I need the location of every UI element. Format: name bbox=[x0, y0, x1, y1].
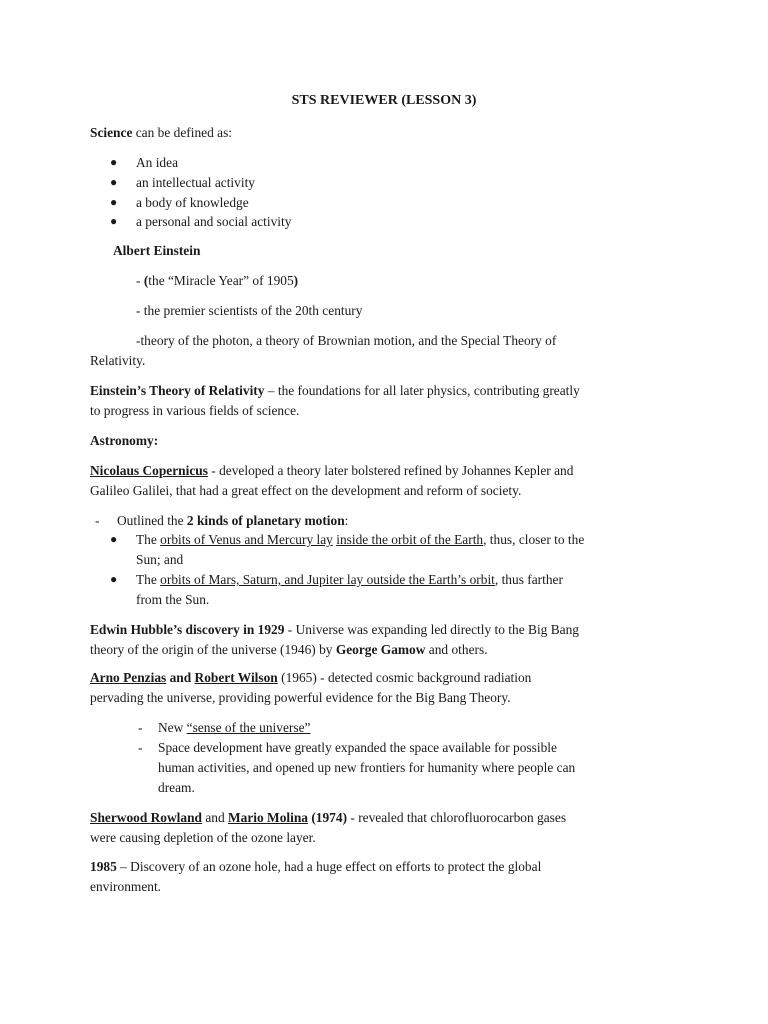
ozone-line2: environment. bbox=[90, 879, 162, 894]
molina-name: Mario Molina bbox=[228, 810, 308, 825]
astronomy-heading: Astronomy: bbox=[90, 433, 159, 448]
relativity-line1 bbox=[90, 381, 580, 401]
einstein-theory-line2: Relativity. bbox=[90, 353, 146, 368]
paren-close: ) bbox=[293, 273, 299, 288]
einstein-heading: Albert Einstein bbox=[113, 243, 201, 258]
dash-mark: - bbox=[95, 513, 100, 528]
rowland-text: - revealed that chlorofluorocarbon gases bbox=[347, 810, 567, 825]
science-definition bbox=[90, 123, 232, 143]
planetary-pre: Outlined the bbox=[117, 513, 187, 528]
hubble-line1 bbox=[90, 620, 579, 640]
dash-text: - bbox=[136, 273, 144, 288]
hubble-line2 bbox=[90, 640, 488, 660]
sense-pre: New bbox=[158, 720, 187, 735]
list-item: ● The orbits of Venus and Mercury lay inside the orbit of the Earth, thus, closer to the bbox=[0, 530, 584, 550]
ozone-text: – Discovery of an ozone hole, had a huge effect on efforts to protect the global bbox=[116, 859, 542, 874]
einstein-theory-line1: -theory of the photon, a theory of Brownian motion, and the Special Theory of bbox=[136, 333, 557, 348]
sense-item1 bbox=[158, 718, 310, 738]
relativity-line2: to progress in various fields of science. bbox=[90, 403, 300, 418]
penzias-text: (1965) - detected cosmic background radiation bbox=[277, 670, 532, 685]
miracle-year-text: the “Miracle Year” of 1905 bbox=[148, 273, 294, 288]
science-list bbox=[0, 153, 291, 232]
penzias-name: Arno Penzias bbox=[90, 670, 167, 685]
planetary-item1-line2: Sun; and bbox=[136, 552, 184, 567]
sense-item2-line3: dream. bbox=[158, 780, 195, 795]
sense-item2-line2: human activities, and opened up new frontiers for humanity where people can bbox=[158, 760, 576, 775]
copernicus-text: - developed a theory later bolstered refined by Johannes Kepler and bbox=[207, 463, 574, 478]
list-item: ● an intellectual activity bbox=[0, 173, 291, 193]
dash-mark: - bbox=[138, 740, 143, 755]
planetary-item2-line2: from the Sun. bbox=[136, 592, 210, 607]
sense-item2-line1: Space development have greatly expanded the space available for possible bbox=[158, 740, 557, 755]
science-term: Science bbox=[90, 125, 133, 140]
einstein-premier: - the premier scientists of the 20th century bbox=[136, 303, 363, 318]
list-item: ● The orbits of Mars, Saturn, and Jupiter lay outside the Earth’s orbit, thus farther bbox=[0, 570, 563, 590]
and-text: and bbox=[166, 670, 195, 685]
rowland-line2: were causing depletion of the ozone layer. bbox=[90, 830, 316, 845]
einstein-miracle-year bbox=[136, 271, 298, 291]
ozone-year: 1985 bbox=[90, 859, 117, 874]
relativity-term: Einstein’s Theory of Relativity bbox=[90, 383, 265, 398]
rowland-year: (1974) bbox=[307, 810, 348, 825]
planetary-list bbox=[0, 530, 584, 550]
and-text: and bbox=[201, 810, 229, 825]
rowland-line1 bbox=[90, 808, 566, 828]
wilson-name: Robert Wilson bbox=[194, 670, 278, 685]
ozone-line1 bbox=[90, 857, 541, 877]
page-title: STS REVIEWER (LESSON 3) bbox=[291, 93, 477, 108]
science-definition-text: can be defined as: bbox=[132, 125, 233, 140]
list-item: ● An idea bbox=[0, 153, 291, 173]
sense-underlined: “sense of the universe” bbox=[186, 720, 311, 735]
hubble-bold: Edwin Hubble’s discovery in 1929 bbox=[90, 622, 285, 637]
planetary-list-2 bbox=[0, 570, 563, 590]
list-item: ● a personal and social activity bbox=[0, 212, 291, 232]
planetary-post: : bbox=[344, 513, 349, 528]
penzias-line1 bbox=[90, 668, 531, 688]
planetary-bold: 2 kinds of planetary motion bbox=[186, 513, 345, 528]
copernicus-line1 bbox=[90, 461, 573, 481]
planetary-motion-intro bbox=[117, 511, 348, 531]
hubble-text: - Universe was expanding led directly to the Big Bang bbox=[284, 622, 579, 637]
paren-open: ( bbox=[143, 273, 149, 288]
hubble-line2-post: and others. bbox=[425, 642, 488, 657]
hubble-line2-pre: theory of the origin of the universe (1946) by bbox=[90, 642, 336, 657]
gamow-name: George Gamow bbox=[335, 642, 426, 657]
dash-mark: - bbox=[138, 720, 143, 735]
rowland-name: Sherwood Rowland bbox=[90, 810, 202, 825]
relativity-text: – the foundations for all later physics, contributing greatly bbox=[264, 383, 580, 398]
list-item: ● a body of knowledge bbox=[0, 193, 291, 213]
copernicus-name: Nicolaus Copernicus bbox=[90, 463, 208, 478]
penzias-line2: pervading the universe, providing powerful evidence for the Big Bang Theory. bbox=[90, 690, 511, 705]
copernicus-line2: Galileo Galilei, that had a great effect on the development and reform of society. bbox=[90, 483, 522, 498]
